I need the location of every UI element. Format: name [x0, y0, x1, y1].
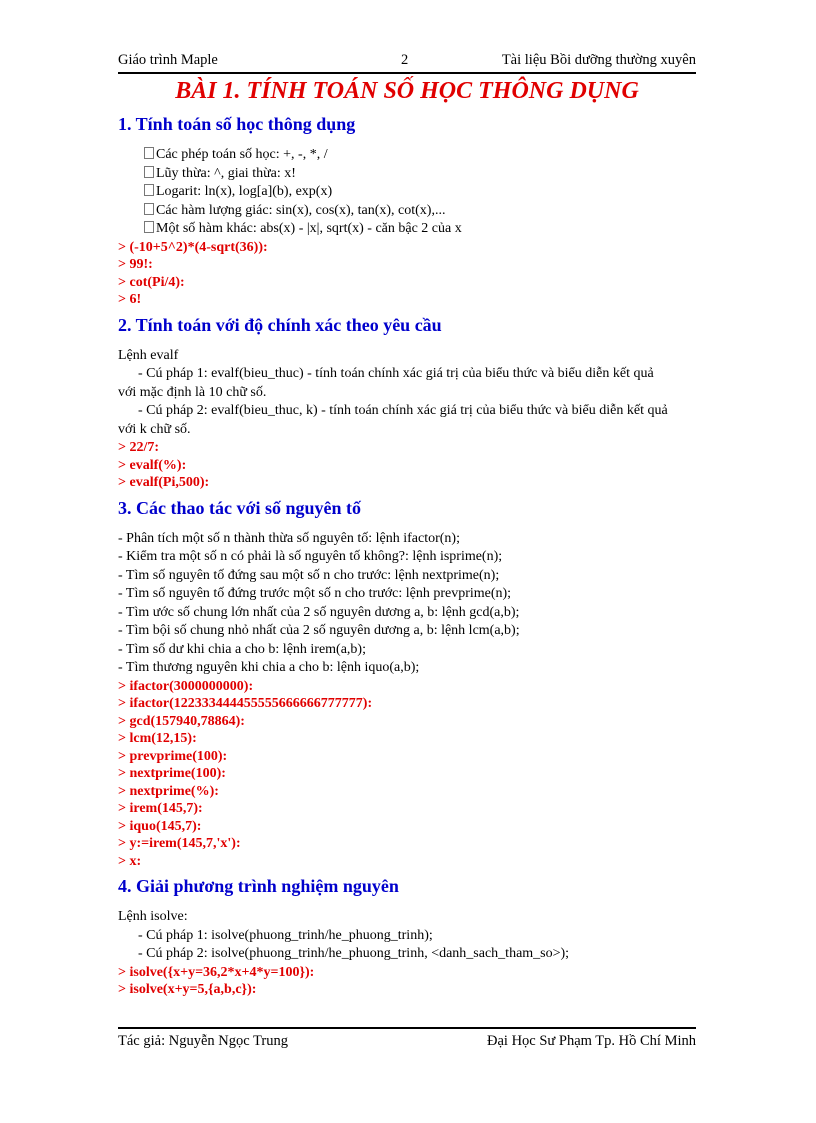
- maple-command: > gcd(157940,78864):: [118, 713, 245, 729]
- command-block: [118, 678, 696, 871]
- paragraph: - Cú pháp 2: evalf(bieu_thuc, k) - tính toán chính xác giá trị của biểu thức và biểu diễn kết quả: [138, 403, 668, 418]
- list-item: - Phân tích một số n thành thừa số nguyên tố: lệnh ifactor(n);: [118, 530, 460, 546]
- maple-command: > irem(145,7):: [118, 801, 203, 816]
- bullet-list: [118, 146, 696, 239]
- maple-command: > 6!: [118, 292, 142, 307]
- header-rule: [118, 72, 696, 74]
- maple-command: > ifactor(3000000000):: [118, 678, 254, 694]
- maple-command: > cot(Pi/4):: [118, 274, 185, 290]
- section-2-heading: 2. Tính toán với độ chính xác theo yêu cầu: [118, 314, 442, 335]
- maple-command: > nextprime(100):: [118, 766, 226, 781]
- list-item: Một số hàm khác: abs(x) - |x|, sqrt(x) - căn bậc 2 của x: [144, 220, 696, 239]
- maple-command: > (-10+5^2)*(4-sqrt(36)):: [118, 239, 268, 255]
- maple-command: > ifactor(122333444455555666666777777):: [118, 696, 373, 711]
- content: [118, 112, 696, 999]
- paragraph: Lệnh isolve:: [118, 909, 188, 924]
- list-item: - Tìm số nguyên tố đứng sau một số n cho trước: lệnh nextprime(n);: [118, 567, 500, 583]
- section-3-heading: 3. Các thao tác với số nguyên tố: [118, 497, 361, 518]
- maple-command: > prevprime(100):: [118, 748, 228, 764]
- maple-command: > 99!:: [118, 257, 153, 272]
- list-item: Lũy thừa: ^, giai thừa: x!: [144, 165, 696, 184]
- bullet-box-icon: [144, 184, 154, 196]
- list-item: - Kiểm tra một số n có phải là số nguyên tố không?: lệnh isprime(n);: [118, 549, 503, 564]
- maple-command: > 22/7:: [118, 440, 160, 455]
- command-block: [118, 439, 696, 492]
- list-item: Logarit: ln(x), log[a](b), exp(x): [144, 183, 696, 202]
- maple-command: > x:: [118, 853, 142, 869]
- maple-command: > iquo(145,7):: [118, 818, 202, 834]
- list-item: - Tìm ước số chung lớn nhất của 2 số nguyên dương a, b: lệnh gcd(a,b);: [118, 604, 520, 620]
- paragraph: - Cú pháp 1: isolve(phuong_trinh/he_phuong_trinh);: [138, 927, 433, 943]
- section-4-heading: 4. Giải phương trình nghiệm nguyên: [118, 876, 399, 896]
- paragraph: - Cú pháp 1: evalf(bieu_thuc) - tính toán chính xác giá trị của biểu thức và biểu diễn kết quả: [138, 366, 654, 381]
- maple-command: > nextprime(%):: [118, 783, 219, 799]
- section-1-heading: 1. Tính toán số học thông dụng: [118, 114, 356, 134]
- page-title: BÀI 1. TÍNH TOÁN SỐ HỌC THÔNG DỤNG: [175, 78, 639, 104]
- bullet-box-icon: [144, 221, 154, 233]
- footer-rule: [118, 1027, 696, 1029]
- command-block: [118, 239, 696, 309]
- paragraph: - Cú pháp 2: isolve(phuong_trinh/he_phuong_trinh, <danh_sach_tham_so>);: [138, 946, 570, 961]
- header-left: Giáo trình Maple: [118, 52, 218, 68]
- command-block: [118, 964, 696, 999]
- page-footer: [118, 1033, 696, 1053]
- maple-command: > isolve({x+y=36,2*x+4*y=100}):: [118, 964, 315, 980]
- bullet-box-icon: [144, 166, 154, 178]
- list-item: - Tìm số dư khi chia a cho b: lệnh irem(a,b);: [118, 641, 366, 657]
- header-right: Tài liệu Bồi dưỡng thường xuyên: [501, 52, 696, 68]
- page-number: 2: [401, 52, 409, 68]
- maple-command: > evalf(Pi,500):: [118, 475, 210, 490]
- maple-command: > evalf(%):: [118, 457, 187, 473]
- list-item: - Tìm số nguyên tố đứng trước một số n cho trước: lệnh prevprime(n);: [118, 586, 512, 601]
- list-item: Các hàm lượng giác: sin(x), cos(x), tan(x), cot(x),...: [144, 202, 696, 221]
- footer-institution: Đại Học Sư Phạm Tp. Hồ Chí Minh: [487, 1033, 696, 1049]
- list-item: - Tìm thương nguyên khi chia a cho b: lệnh iquo(a,b);: [118, 660, 420, 675]
- footer-author: Tác giả: Nguyễn Ngọc Trung: [118, 1033, 288, 1049]
- maple-command: > lcm(12,15):: [118, 731, 197, 746]
- bullet-box-icon: [144, 203, 154, 215]
- list-item: - Tìm bội số chung nhỏ nhất của 2 số nguyên dương a, b: lệnh lcm(a,b);: [118, 623, 520, 638]
- page-header: [118, 52, 696, 72]
- paragraph: với k chữ số.: [118, 421, 191, 437]
- paragraph: với mặc định là 10 chữ số.: [118, 384, 267, 400]
- list-item: Các phép toán số học: +, -, *, /: [144, 146, 696, 165]
- maple-command: > y:=irem(145,7,'x'):: [118, 836, 241, 851]
- paragraph-list: [118, 530, 696, 678]
- paragraph: Lệnh evalf: [118, 347, 179, 363]
- maple-command: > isolve(x+y=5,{a,b,c}):: [118, 982, 257, 997]
- bullet-box-icon: [144, 147, 154, 159]
